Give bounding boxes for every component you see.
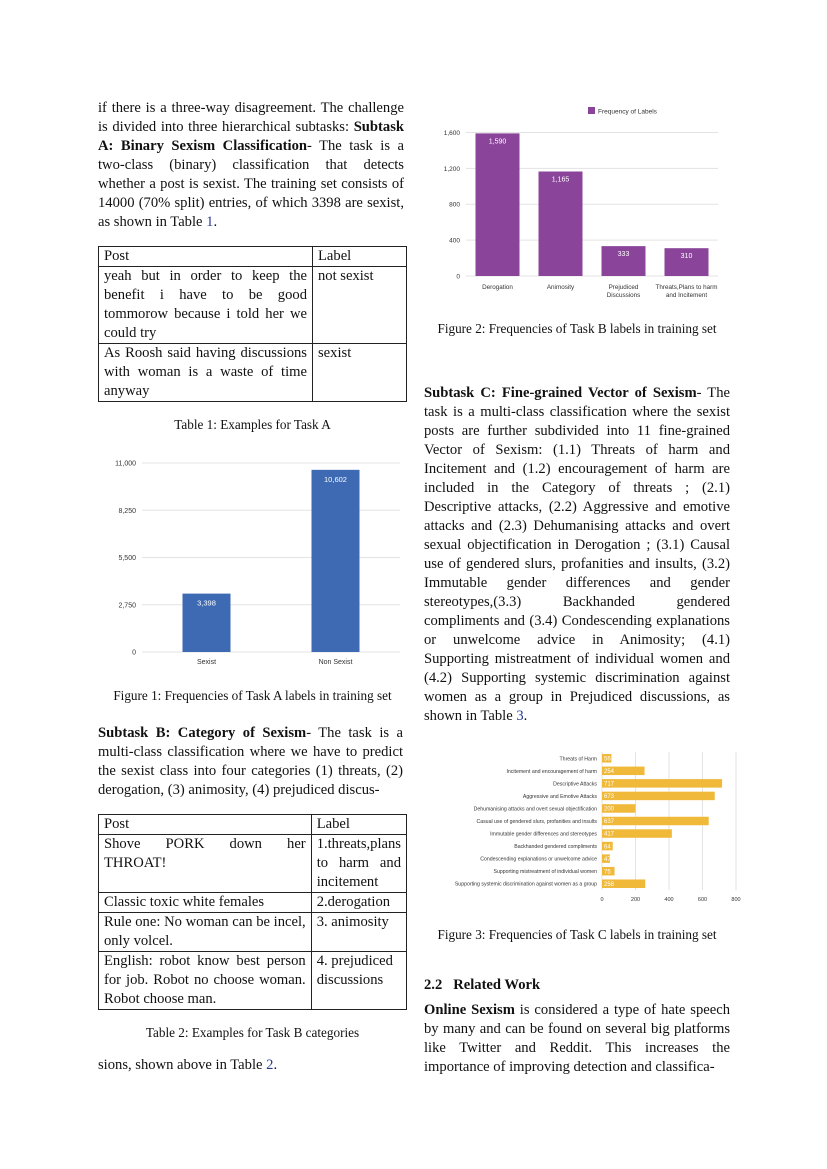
table2-reference-link[interactable]: 2: [266, 1057, 274, 1073]
table-cell-label: 2.derogation: [311, 893, 406, 913]
y-tick-label: Immutable gender differences and stereotypes: [490, 831, 597, 838]
table-cell-label: sexist: [313, 344, 407, 402]
bar-value-label: 417: [604, 831, 615, 838]
bar-value-label: 75: [604, 869, 611, 876]
table-row: [99, 893, 407, 913]
table-row: [99, 913, 407, 952]
left-column: [98, 99, 404, 232]
related-text: is considered a type of hate speech by many and can be found on several big platforms like Twitter and Reddit. This increases the importance of improving detection and classifica-: [424, 1002, 730, 1075]
table2-block: [98, 814, 407, 1042]
figure2-svg: [436, 102, 736, 307]
y-tick-label: Supporting systemic discrimination against women as a group: [454, 881, 597, 888]
table1-reference-link[interactable]: 1: [206, 214, 214, 230]
intro-paragraph: if there is a three-way disagreement. The challenge is divided into three hierarchical subtasks: Subtask A: Binary Sexism Classification- The task is a two-class (binary) classification that detects whether a post is sexist. The training set consists of 14000 (70% split) entries, of which 3398 are sexist, as shown in Table 1.: [98, 100, 404, 230]
bar-value-label: 56: [604, 756, 611, 763]
table1: [98, 246, 407, 402]
table-header-cell: Post: [99, 247, 313, 267]
y-tick-label: 1,600: [443, 129, 460, 137]
bar-value-label: 333: [617, 251, 630, 259]
table-row: [99, 267, 407, 344]
table2: [98, 814, 407, 1010]
related-bold: Online Sexism: [424, 1002, 515, 1018]
y-tick-label: Threats of Harm: [559, 756, 597, 763]
legend-swatch: [588, 107, 595, 114]
subtask-c-block: [424, 384, 730, 726]
y-tick-label: 8,250: [118, 507, 136, 515]
table-cell-post: As Roosh said having discussions with woman is a waste of time anyway: [99, 344, 313, 402]
bar: [602, 792, 715, 801]
x-tick-label: 200: [630, 897, 641, 903]
y-tick-label: 0: [132, 649, 136, 657]
y-tick-label: Backhanded gendered compliments: [514, 844, 597, 851]
y-tick-label: 5,500: [118, 555, 136, 562]
y-tick-label: 800: [449, 201, 460, 209]
table1-caption: Table 1: Examples for Task A: [174, 417, 331, 432]
x-tick-label: Derogation: [482, 284, 513, 291]
figure2-chart: [436, 102, 736, 307]
y-tick-label: 400: [449, 237, 460, 245]
section-number: 2.2: [424, 977, 443, 993]
bar: [602, 779, 722, 788]
table-cell-label: 1.threats,plans to harm and incitement: [311, 835, 406, 893]
y-tick-label: 0: [456, 273, 460, 281]
table-cell-post: Shove PORK down her THROAT!: [99, 835, 312, 893]
figure3-svg: [430, 750, 740, 908]
bar-value-label: 47: [604, 856, 611, 863]
section-title: Related Work: [453, 977, 541, 993]
table-cell-label: 4. prejudiced discussions: [311, 952, 406, 1010]
bar: [539, 172, 583, 276]
x-tick-label: 0: [600, 897, 604, 903]
table2-caption: Table 2: Examples for Task B categories: [145, 1025, 360, 1040]
figure1-chart: [110, 450, 405, 675]
intro-text: if there is a three-way disagreement. The challenge is divided into three hierarchical subtasks:: [98, 100, 404, 135]
x-tick-label: Animosity: [546, 284, 575, 291]
subtask-c-end: .: [523, 708, 528, 724]
bar: [476, 133, 520, 276]
tail-text: sions, shown above in Table: [98, 1057, 267, 1073]
figure1-caption: Figure 1: Frequencies of Task A labels in training set: [113, 688, 392, 703]
table-header-cell: Label: [311, 815, 406, 835]
table-cell-label: 3. animosity: [311, 913, 406, 952]
table-cell-label: not sexist: [313, 267, 407, 344]
bar-value-label: 200: [604, 806, 615, 813]
tail-end: .: [273, 1057, 278, 1073]
subtask-b-tail-paragraph: [98, 1056, 404, 1075]
bar-value-label: 673: [604, 794, 615, 801]
bar-value-label: 1,165: [551, 176, 570, 184]
figure1-svg: [110, 450, 405, 675]
figure3-caption: Figure 3: Frequencies of Task C labels in training set: [437, 927, 717, 942]
x-tick-label: Non Sexist: [318, 659, 353, 666]
subtask-c-text: - The task is a multi-class classification where the sexist posts are further subdivided into 11 fine-grained Vector of Sexism: (1.1) Threats of harm and Incitement and (1.2) encouragement of harm are included in the Category of threats ; (2.1) Descriptive attacks, (2.2) Aggressive and emotive attacks and (2.3) Dehumanising attacks and overt sexual objectification in Derogation ; (3.1) Causal use of gendered slurs, profanities and insults, (3.2) Immutable gender differences and gender stereotypes,(3.3) Backhanded gendered compliments and (3.4) Condescending explanations or unwelcome advice in Animosity; (4.1) Supporting mistreatment of individual women and (4.2) Supporting systemic discrimination against women as a group in Prejudiced discussions, as shown in Table: [424, 385, 731, 724]
y-tick-label: Aggressive and Emotive Attacks: [522, 793, 597, 800]
bar-value-label: 1,590: [488, 138, 507, 146]
x-tick-label: 600: [697, 897, 708, 903]
figure2-caption: Figure 2: Frequencies of Task B labels in training set: [437, 321, 717, 336]
table1-block: [98, 246, 407, 434]
bar-value-label: 717: [604, 781, 615, 788]
y-tick-label: 2,750: [118, 602, 136, 610]
subtask-c-paragraph: [424, 384, 730, 726]
y-tick-label: Dehumanising attacks and overt sexual objectification: [473, 806, 597, 813]
subtask-b-tail: [98, 1056, 404, 1075]
subtask-b-title: Subtask B: Category of Sexism: [98, 725, 307, 741]
related-work-section: [424, 976, 730, 1077]
table-cell-post: Rule one: No woman can be incel, only volcel.: [99, 913, 312, 952]
bar-value-label: 64: [604, 844, 611, 851]
subtask-a-title: Subtask A: Binary Sexism Classification: [98, 119, 404, 154]
legend-label: Frequency of Labels: [598, 108, 657, 116]
section-heading: [424, 976, 730, 995]
bar-value-label: 258: [604, 881, 615, 888]
x-tick-label: Threats,Plans to harm and Incitement: [655, 284, 718, 299]
y-tick-label: Casual use of gendered slurs, profanities and insults: [476, 819, 597, 825]
bar-value-label: 310: [680, 253, 693, 261]
subtask-b-paragraph: [98, 724, 403, 800]
x-tick-label: 800: [731, 897, 741, 903]
table-row: [99, 835, 407, 893]
table-header-cell: Label: [313, 247, 407, 267]
table-cell-post: English: robot know best person for job. Robot no choose woman. Robot choose man.: [99, 952, 312, 1010]
x-tick-label: Prejudiced Discussions: [606, 284, 641, 299]
subtask-c-title: Subtask C: Fine-grained Vector of Sexism: [424, 385, 697, 401]
subtask-a-text: - The task is a two-class (binary) classification that detects whether a post is sexist. The training set consists of 14000 (70% split) entries, of which 3398 are sexist, as shown in Table: [98, 138, 404, 230]
y-tick-label: Condescending explanations or unwelcome advice: [480, 856, 597, 863]
table-cell-post: yeah but in order to keep the benefit i have to be good tommorow because i told her we could try: [99, 267, 313, 344]
y-tick-label: Incitement and encouragement of harm: [506, 768, 597, 775]
subtask-b-text: - The task is a multi-class classification where we have to predict the sexist class into four categories (1) threats, (2) derogation, (3) animosity, (4) prejudiced discus-: [98, 725, 403, 798]
table-row: [99, 952, 407, 1010]
bar-value-label: 3,398: [197, 598, 216, 608]
figure3-chart: [430, 750, 740, 908]
table-cell-post: Classic toxic white females: [99, 893, 312, 913]
bar-value-label: 254: [604, 769, 615, 776]
table-header-row: [99, 815, 407, 835]
related-work-paragraph: [424, 1001, 730, 1077]
bar: [312, 470, 360, 652]
y-tick-label: 11,000: [115, 460, 136, 468]
x-tick-label: Sexist: [196, 659, 217, 666]
y-tick-label: Supporting mistreatment of individual women: [493, 869, 597, 876]
subtask-b-block: [98, 724, 403, 800]
x-tick-label: 400: [664, 897, 674, 903]
table-header-row: [99, 247, 407, 267]
bar-value-label: 637: [604, 819, 615, 826]
table-row: [99, 344, 407, 402]
bar: [602, 817, 709, 826]
table3-reference-link[interactable]: 3: [516, 708, 524, 724]
table-header-cell: Post: [99, 815, 312, 835]
y-tick-label: Descriptive Attacks: [553, 781, 597, 788]
bar-value-label: 10,602: [324, 474, 347, 484]
y-tick-label: 1,200: [443, 165, 460, 173]
